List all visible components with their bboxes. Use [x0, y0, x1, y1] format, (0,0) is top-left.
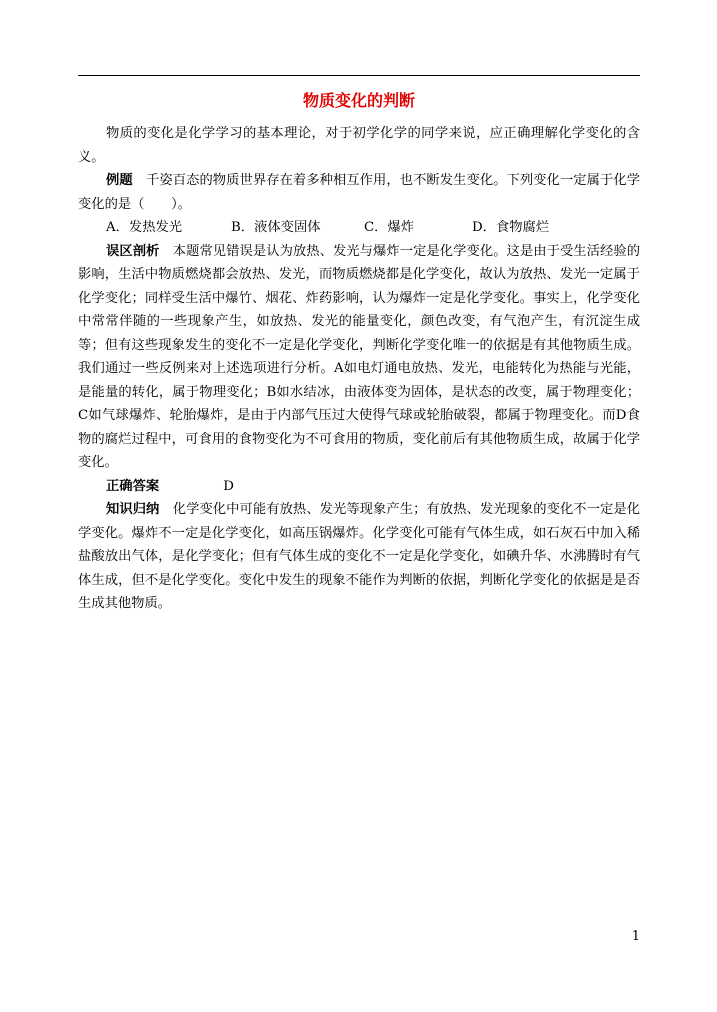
example-paragraph	[78, 169, 640, 216]
summary-label: 知识归纳	[106, 502, 160, 517]
answer-paragraph	[78, 475, 640, 499]
document-body	[78, 122, 640, 616]
option-d: D．食物腐烂	[472, 220, 550, 235]
analysis-text: 本题常见错误是认为放热、发光与爆炸一定是化学变化。这是由于受生活经验的影响，生活中物质燃烧都会放热、发光，而物质燃烧都是化学变化，故认为放热、发光一定属于化学变化；同样受生活中爆竹、烟花、炸药影响，认为爆炸一定是化学变化。事实上，化学变化中常常伴随的一些现象产生，如放热、发光的能量变化，颜色改变，有气泡产生，有沉淀生成等；但有这些现象发生的变化不一定是化学变化，判断化学变化唯一的依据是有其他物质生成。我们通过一些反例来对上述选项进行分析。A如电灯通电放热、发光，电能转化为热能与光能，是能量的转化，属于物理变化；B如水结冰，由液体变为固体，是状态的改变，属于物理变化；C如气球爆炸、轮胎爆炸，是由于内部气压过大使得气球或轮胎破裂，都属于物理变化。而D食物的腐烂过程中，可食用的食物变化为不可食用的物质，变化前后有其他物质生成，故属于化学变化。	[78, 243, 640, 470]
page-number: 1	[631, 929, 640, 944]
answer-options	[78, 216, 640, 240]
example-text: 千姿百态的物质世界存在着多种相互作用，也不断发生变化。下列变化一定属于化学变化的是（ ）。	[78, 173, 640, 212]
analysis-paragraph	[78, 240, 640, 475]
summary-text: 化学变化中可能有放热、发光等现象产生；有放热、发光现象的变化不一定是化学变化。爆炸不一定是化学变化，如高压锅爆炸。化学变化可能有气体生成，如石灰石中加入稀盐酸放出气体，是化学变化；但有气体生成的变化不一定是化学变化，如碘升华、水沸腾时有气体生成，但不是化学变化。变化中发生的现象不能作为判断的依据，判断化学变化的依据是是否生成其他物质。	[78, 502, 640, 611]
summary-paragraph	[78, 498, 640, 616]
example-label: 例题	[106, 173, 133, 188]
analysis-label: 误区剖析	[106, 243, 160, 259]
intro-paragraph: 物质的变化是化学学习的基本理论，对于初学化学的同学来说，应正确理解化学变化的含义。	[78, 126, 640, 165]
answer-value: D	[223, 478, 234, 494]
header-rule	[78, 75, 640, 76]
option-a: A．发热发光	[106, 220, 183, 235]
answer-label: 正确答案	[106, 478, 160, 494]
option-b: B．液体变固体	[231, 220, 321, 235]
document-title: 物质变化的判断	[302, 91, 415, 110]
option-c: C．爆炸	[364, 220, 415, 235]
